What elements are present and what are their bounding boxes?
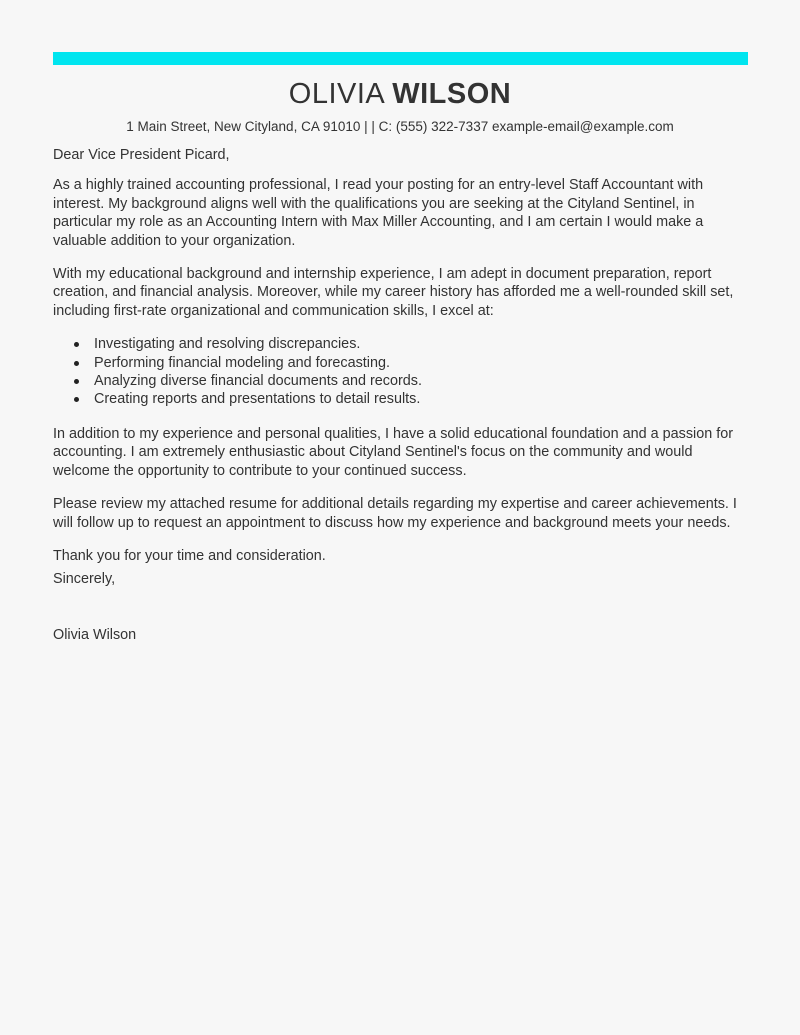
bullet-icon — [74, 397, 79, 402]
skills-list — [53, 335, 753, 409]
list-item: Investigating and resolving discrepancies. — [94, 335, 753, 353]
salutation: Dear Vice President Picard, — [53, 147, 230, 163]
thanks-line: Thank you for your time and consideration. — [53, 547, 326, 564]
applicant-name — [0, 76, 800, 112]
signature: Olivia Wilson — [53, 626, 137, 643]
paragraph-followup: Please review my attached resume for additional details regarding my expertise and career achievements. I will follow up to request an appointment to discuss how my experience and background meets your needs. — [53, 496, 737, 531]
header-accent-bar — [53, 52, 748, 65]
paragraph-intro: As a highly trained accounting professional, I read your posting for an entry-level Staff Accountant with interest. My background aligns well with the qualifications you are seeking at the Cityland Sentinel, in particular my role as an Accounting Intern with Max Miller Accounting, and I am certain I would make a valuable addition to your organization. — [53, 177, 704, 249]
paragraph-skills: With my educational background and internship experience, I am adept in document preparation, report creation, and financial analysis. Moreover, while my career history has afforded me a well-rounded skill set, including first-rate organizational and communication skills, I excel at: — [53, 266, 734, 319]
contact-line: 1 Main Street, New Cityland, CA 91010 | | C: (555) 322-7337 example-email@example.com — [126, 119, 674, 134]
letter-body — [53, 146, 753, 644]
first-name: OLIVIA — [288, 78, 384, 110]
bullet-icon — [74, 361, 79, 366]
last-name: WILSON — [392, 78, 512, 110]
list-item: Performing financial modeling and forecasting. — [94, 354, 753, 372]
list-item: Analyzing diverse financial documents and records. — [94, 372, 753, 390]
bullet-icon — [74, 342, 79, 347]
closing-line: Sincerely, — [53, 571, 116, 588]
bullet-icon — [74, 379, 79, 384]
paragraph-education: In addition to my experience and personal qualities, I have a solid educational foundation and a passion for accounting. I am extremely enthusiastic about Cityland Sentinel's focus on the community and would welcome the opportunity to contribute to your continued success. — [53, 425, 734, 479]
list-item: Creating reports and presentations to detail results. — [94, 390, 753, 408]
